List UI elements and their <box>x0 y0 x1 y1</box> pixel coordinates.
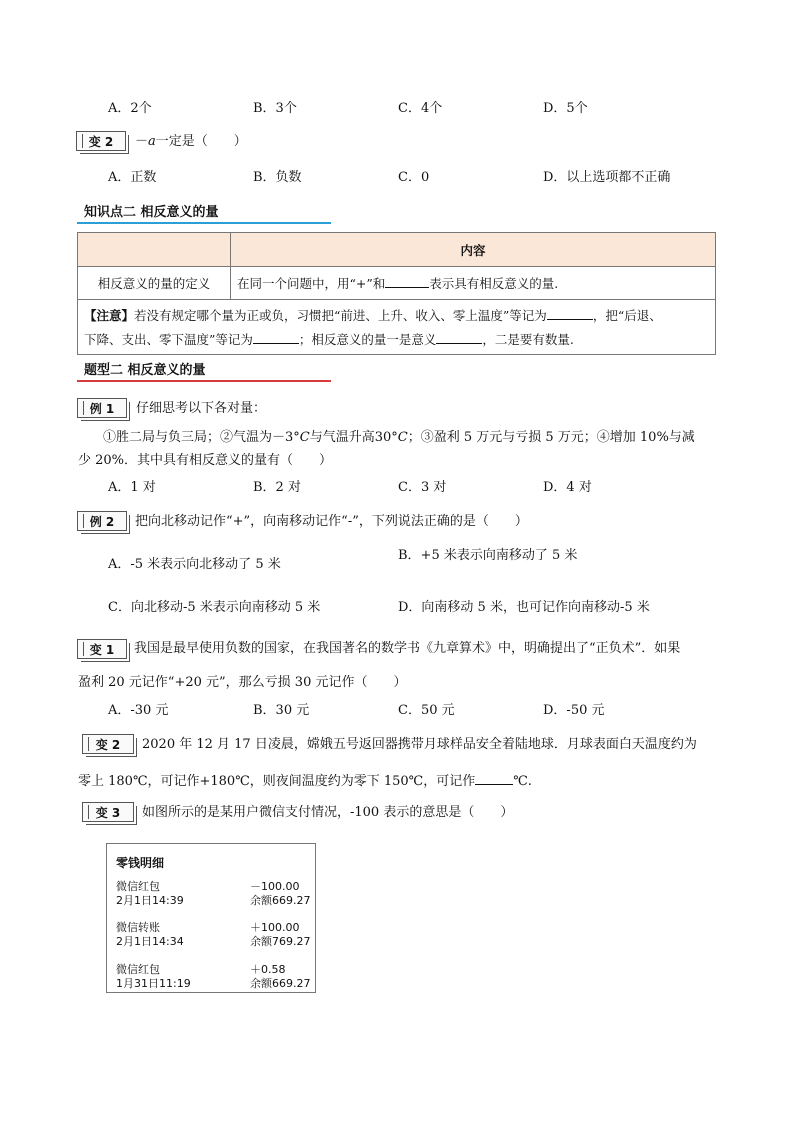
section-title: 知识点二 相反意义的量 <box>84 205 219 220</box>
option-d: D．4 对 <box>543 480 592 495</box>
variant-2-label: 变 2 <box>76 131 126 151</box>
question-text: 把向北移动记作“+”，向南移动记作“-”，下列说法正确的是（ ） <box>135 514 528 529</box>
option-c: C．0 <box>398 170 430 185</box>
variant-3-label: 变 3 <box>82 802 134 822</box>
question-body: 少 20%．其中具有相反意义的量有（ ） <box>78 453 333 468</box>
option-a: A．1 对 <box>108 480 156 495</box>
question-text: 零上 180℃，可记作+180℃，则夜间温度约为零下 150℃，可记作 ℃. <box>78 774 532 789</box>
knowledge-table <box>77 232 716 355</box>
option-c: C．4个 <box>398 101 443 116</box>
option-d: D．5个 <box>543 101 588 116</box>
option-c: C．50 元 <box>398 703 455 718</box>
ledger-entry-amount: －100.00 <box>250 880 300 893</box>
section-title: 题型二 相反意义的量 <box>84 363 206 378</box>
table-row-content: 在同一个问题中，用“+”和 表示具有相反意义的量. <box>231 267 716 300</box>
option-a: A．正数 <box>108 170 157 185</box>
table-header: 内容 <box>231 233 716 267</box>
example-1-label: 例 1 <box>77 398 127 418</box>
table-row-label: 相反意义的量的定义 <box>78 267 231 300</box>
option-a: A．-30 元 <box>108 703 169 718</box>
ledger-entry-balance: 余额669.27 <box>250 894 311 907</box>
ledger-entry-name: 微信转账 <box>116 921 160 934</box>
ledger-entry-time: 2月1日14:39 <box>116 894 184 907</box>
example-2-label: 例 2 <box>77 511 127 531</box>
section-underline <box>77 380 331 382</box>
ledger-entry-time: 2月1日14:34 <box>116 935 184 948</box>
variant-1-label: 变 1 <box>77 639 127 659</box>
option-c: C．3 对 <box>398 480 447 495</box>
ledger-entry-time: 1月31日11:19 <box>116 977 191 990</box>
option-d: D．以上选项都不正确 <box>543 170 671 185</box>
ledger-entry-balance: 余额669.27 <box>250 977 311 990</box>
table-header-empty <box>78 233 231 267</box>
option-b: B．2 对 <box>253 480 301 495</box>
option-c: C．向北移动-5 米表示向南移动 5 米 <box>108 600 321 615</box>
option-a: A．2个 <box>108 101 152 116</box>
ledger-entry-amount: ＋0.58 <box>250 963 286 976</box>
question-text: －𝑎一定是（ ） <box>135 134 247 149</box>
option-b: B．30 元 <box>253 703 310 718</box>
question-text: 仔细思考以下各对量： <box>136 401 267 416</box>
option-a: A．-5 米表示向北移动了 5 米 <box>108 557 281 572</box>
question-text: 我国是最早使用负数的国家，在我国著名的数学书《九章算术》中，明确提出了“正负术”．如果 <box>134 641 681 656</box>
table-note: 【注意】若没有规定哪个量为正或负，习惯把“前进、上升、收入、零上温度”等记为 ，把“后退、 下降、支出、零下温度”等记为 ；相反意义的量一是意义 ，二是要有数量. <box>78 300 716 355</box>
option-d: D．向南移动 5 米，也可记作向南移动-5 米 <box>398 600 650 615</box>
ledger-entry-name: 微信红包 <box>116 880 160 893</box>
option-d: D．-50 元 <box>543 703 605 718</box>
ledger-title: 零钱明细 <box>116 856 165 870</box>
ledger-entry-name: 微信红包 <box>116 963 160 976</box>
variant-2-label: 变 2 <box>82 734 134 754</box>
option-b: B．3个 <box>253 101 297 116</box>
question-text: 2020 年 12 月 17 日凌晨，嫦娥五号返回器携带月球样品安全着陆地球．月球表面白天温度约为 <box>142 737 697 752</box>
section-underline <box>77 222 331 224</box>
ledger-entry-amount: ＋100.00 <box>250 921 300 934</box>
wechat-ledger-figure <box>106 843 316 993</box>
option-b: B．负数 <box>253 170 302 185</box>
ledger-entry-balance: 余额769.27 <box>250 935 311 948</box>
question-text: 如图所示的是某用户微信支付情况，-100 表示的意思是（ ） <box>142 805 514 820</box>
question-text: 盈利 20 元记作“+20 元”，那么亏损 30 元记作（ ） <box>78 675 407 690</box>
question-body: ①胜二局与负三局；②气温为－3°𝐶与气温升高30°𝐶；③盈利 5 万元与亏损 5 万元；④增加 10%与减 <box>103 430 695 445</box>
option-b: B．+5 米表示向南移动了 5 米 <box>398 548 578 563</box>
